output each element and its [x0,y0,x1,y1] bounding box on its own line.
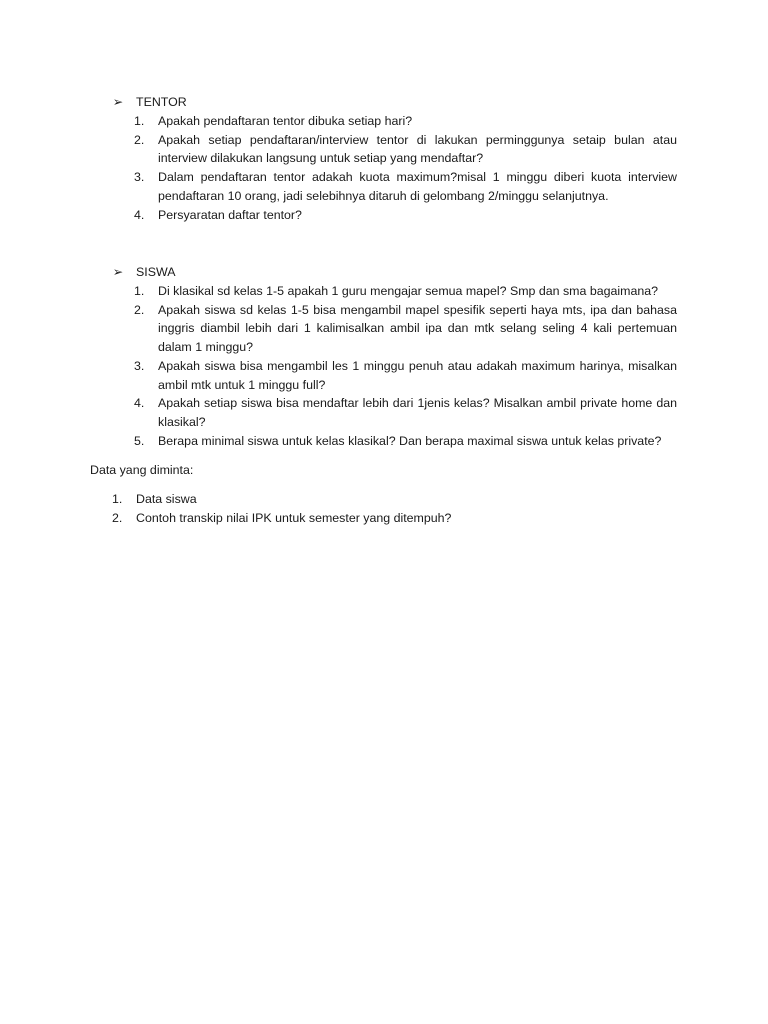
item-text: Persyaratan daftar tentor? [158,207,302,222]
item-number: 3. [134,170,145,185]
item-number: 4. [134,207,145,222]
arrow-bullet-icon: ➢ [112,95,124,109]
list-item [0,206,768,225]
list-item [0,509,768,528]
list-item [0,112,768,131]
question-list [0,112,768,224]
item-text: Berapa minimal siswa untuk kelas klasikal? Dan berapa maximal siswa untuk kelas private? [158,433,662,448]
list-item [0,282,768,301]
item-text: Apakah siswa sd kelas 1-5 bisa mengambil mapel spesifik seperti haya mts, ipa dan bahasa inggris diambil lebih dari 1 kalimisalkan ambil ipa dan mtk selang seling 4 kali pertemuan dalam 1 minggu? [158,302,677,355]
section-heading [0,93,768,112]
item-number: 1. [134,284,145,298]
list-item [0,490,768,509]
item-text: Apakah siswa bisa mengambil les 1 minggu penuh atau adakah maximum harinya, misalkan ambil mtk untuk 1 minggu full? [158,358,677,392]
section-siswa [0,263,768,450]
item-number: 2. [134,302,145,317]
item-text: Apakah pendaftaran tentor dibuka setiap hari? [158,114,413,128]
item-text: Data siswa [136,492,197,506]
data-list [0,490,768,528]
section-tentor [0,93,768,224]
section-title: TENTOR [136,95,187,109]
item-text: Apakah setiap siswa bisa mendaftar lebih dari 1jenis kelas? Misalkan ambil private home dan klasikal? [158,396,677,429]
section-heading [0,263,768,282]
arrow-bullet-icon: ➢ [112,265,124,279]
item-text: Dalam pendaftaran tentor adakah kuota maximum?misal 1 minggu diberi kuota interview pendaftaran 10 orang, jadi selebihnya ditaruh di gelombang 2/minggu selanjutnya. [158,170,677,203]
list-item [0,394,768,431]
list-item [0,131,768,168]
list-item [0,432,768,451]
item-number: 2. [112,511,123,525]
data-heading: Data yang diminta: [90,463,194,477]
section-title: SISWA [136,265,176,279]
item-text: Di klasikal sd kelas 1-5 apakah 1 guru mengajar semua mapel? Smp dan sma bagaimana? [158,284,659,298]
item-number: 4. [134,396,145,411]
item-text: Apakah setiap pendaftaran/interview tentor di lakukan perminggunya setaip bulan atau interview dilakukan langsung untuk setiap yang mendaftar? [158,132,677,166]
list-item [0,357,768,394]
item-number: 1. [112,492,123,506]
item-number: 1. [134,114,145,128]
item-number: 2. [134,132,145,147]
list-item [0,168,768,205]
item-number: 5. [134,433,145,448]
question-list [0,282,768,450]
item-number: 3. [134,358,145,373]
item-text: Contoh transkip nilai IPK untuk semester yang ditempuh? [136,511,452,525]
list-item [0,301,768,357]
